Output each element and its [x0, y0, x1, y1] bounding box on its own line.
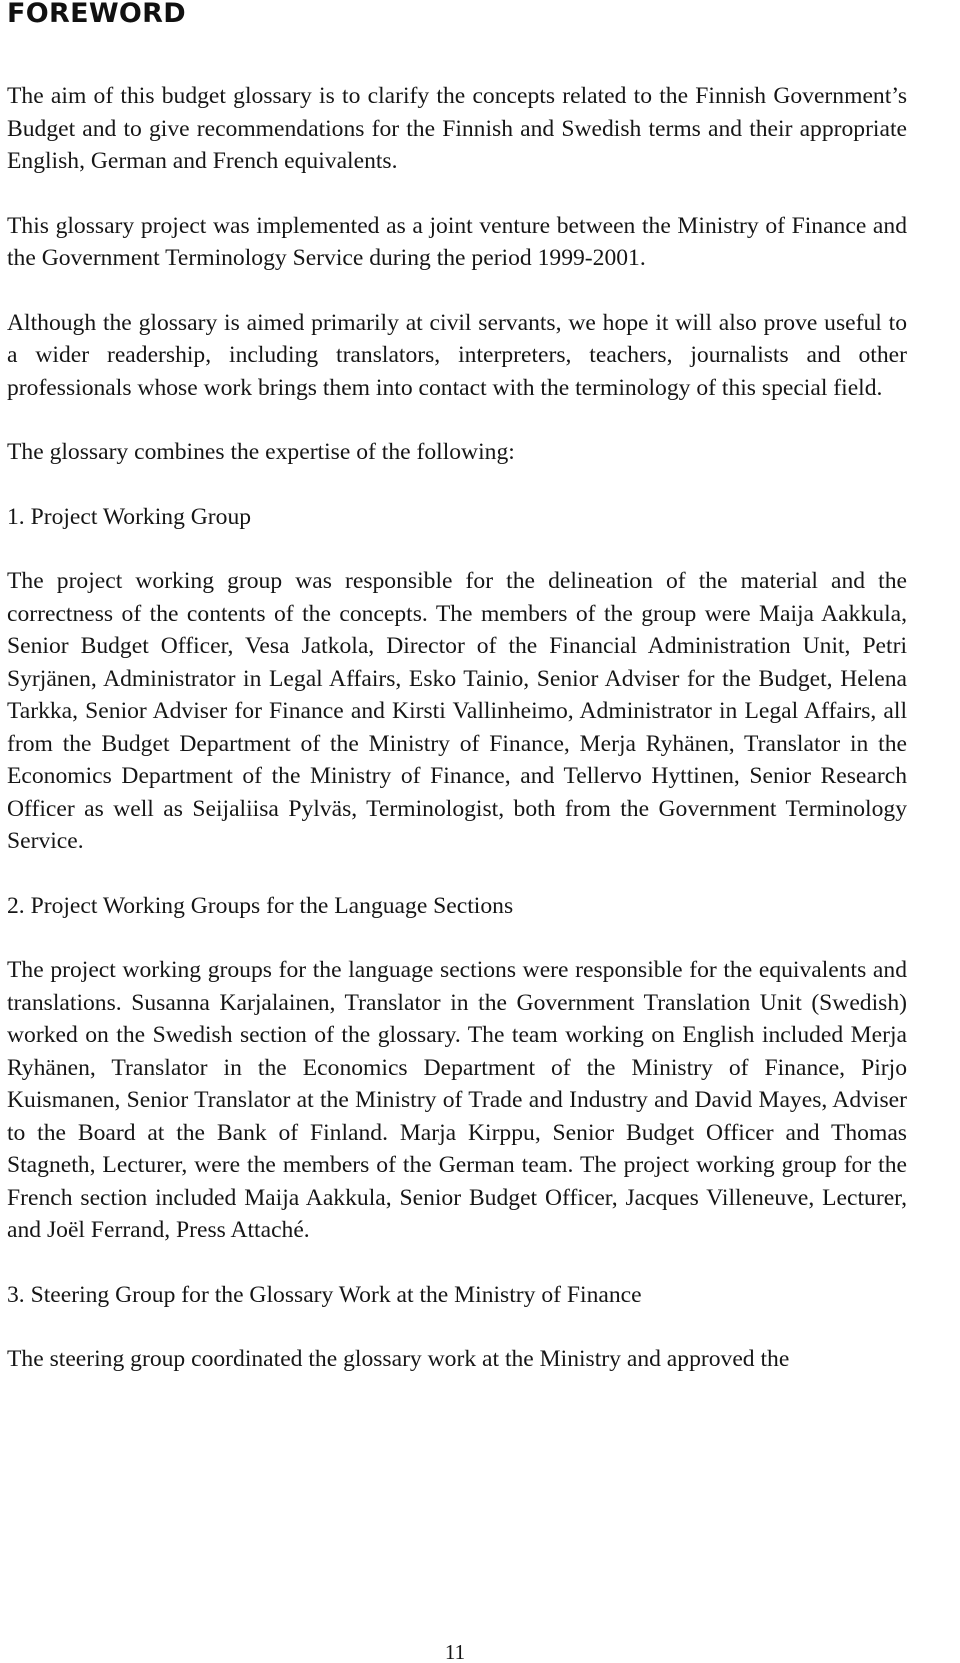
body-text [7, 80, 907, 1376]
section-title-steering-group: 3. Steering Group for the Glossary Work at the Ministry of Finance [7, 1281, 642, 1308]
paragraph-project-implementation: This glossary project was implemented as a joint venture between the Ministry of Finance and the Government Terminology Service during the period 1999-2001. [7, 212, 907, 271]
page-heading: FOREWORD [7, 0, 186, 29]
paragraph-expertise-intro: The glossary combines the expertise of the following: [7, 439, 515, 465]
section-title-language-sections: 2. Project Working Groups for the Language Sections [7, 892, 514, 919]
paragraph-project-working-group: The project working group was responsible for the delineation of the material and the correctness of the contents of the concepts. The members of the group were Maija Aakkula, Senior Budget Officer, Vesa Jatkola, Director of the Financial Administration Unit, Petri Syrjänen, Administrator in Legal Affairs, Esko Tainio, Senior Adviser for the Budget, Helena Tarkka, Senior Adviser for Finance and Kirsti Vallinheimo, Administrator in Legal Affairs, all from the Budget Department of the Ministry of Finance, Merja Ryhänen, Translator in the Economics Department of the Ministry of Finance, and Tellervo Hyttinen, Senior Research Officer as well as Seijaliisa Pylväs, Terminologist, both from the Government Terminology Service. [7, 568, 907, 854]
page-number: 11 [444, 1640, 466, 1663]
section-title-project-working-group: 1. Project Working Group [7, 503, 252, 530]
paragraph-language-sections: The project working groups for the language sections were responsible for the equivalents and translations. Susanna Karjalainen, Translator in the Government Translation Unit (Swedish) worked on the Swedish section of the glossary. The team working on English included Merja Ryhänen, Translator in the Economics Department of the Ministry of Finance, Pirjo Kuismanen, Senior Translator at the Ministry of Trade and Industry and David Mayes, Adviser to the Board at the Bank of Finland. Marja Kirppu, Senior Budget Officer and Thomas Stagneth, Lecturer, were the members of the German team. The project working group for the French section included Maija Aakkula, Senior Budget Officer, Jacques Villeneuve, Lecturer, and Joël Ferrand, Press Attaché. [7, 957, 907, 1243]
paragraph-aim: The aim of this budget glossary is to clarify the concepts related to the Finnish Government’s Budget and to give recommendations for the Finnish and Swedish terms and their appropriate English, German and French equivalents. [7, 83, 907, 174]
paragraph-steering-group: The steering group coordinated the glossary work at the Ministry and approved the [7, 1346, 790, 1372]
paragraph-audience: Although the glossary is aimed primarily at civil servants, we hope it will also prove useful to a wider readership, including translators, interpreters, teachers, journalists and other professionals whose work brings them into contact with the terminology of this special field. [7, 309, 907, 401]
